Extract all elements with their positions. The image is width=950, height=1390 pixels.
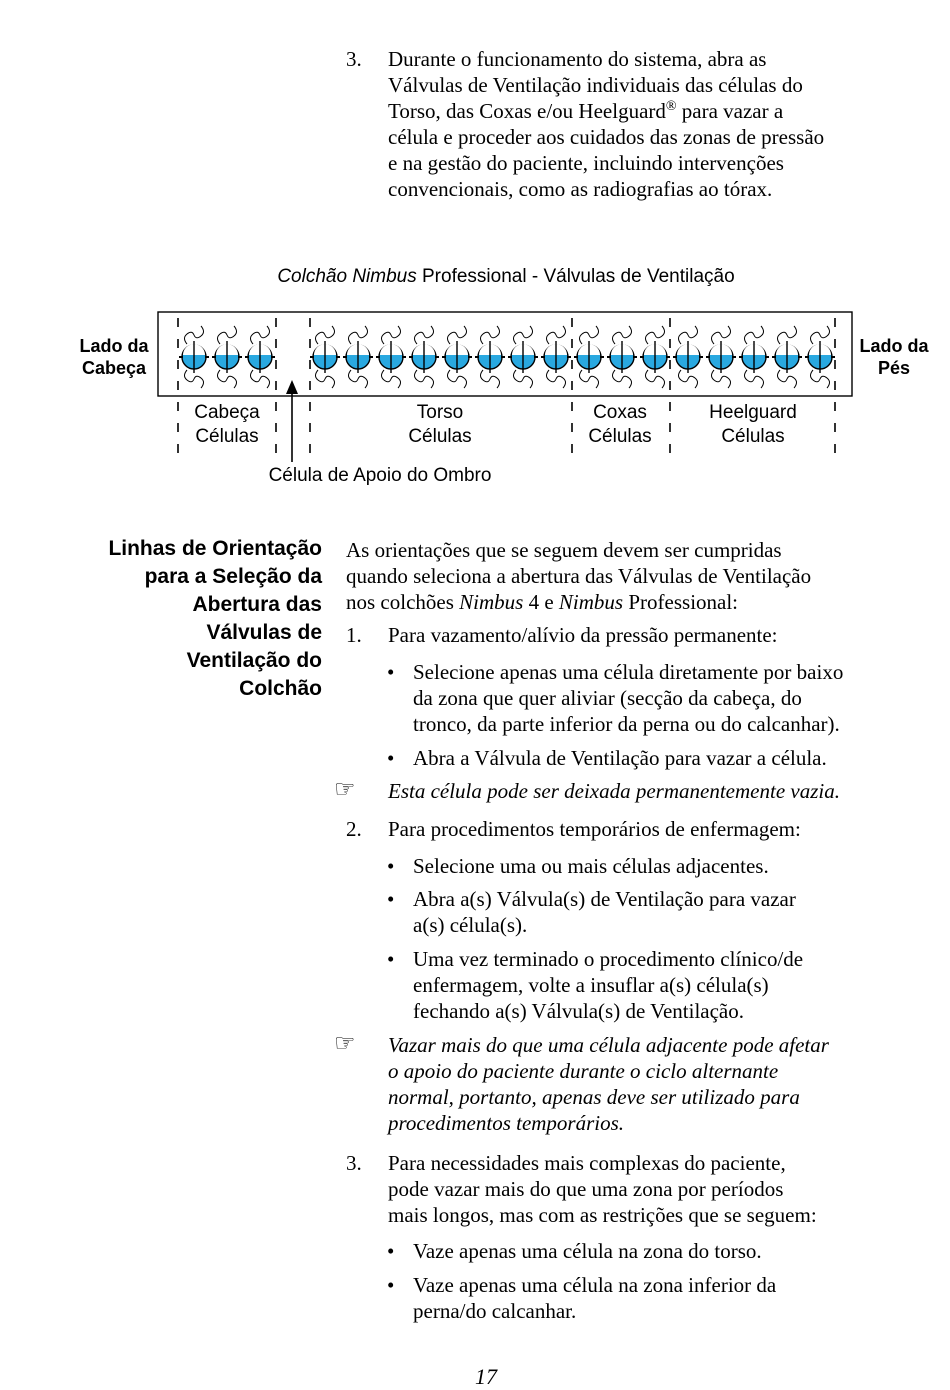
intro-line: convencionais, como as radiografias ao tórax. (388, 177, 773, 201)
vent-valve-icon (574, 326, 604, 388)
vent-valve-icon (442, 326, 472, 388)
item-2-bullet-3: Uma vez terminado o procedimento clínico/de enfermagem, volte a insuflar a(s) célula(s) fechando a(s) Válvula(s) de Ventilação. (413, 947, 804, 1023)
shoulder-pointer-arrowhead (286, 380, 298, 394)
vent-valve-icon (245, 326, 275, 388)
bullet: • (387, 947, 395, 971)
item-2-text: Para procedimentos temporários de enfermagem: (388, 817, 801, 841)
item-3-text: Para necessidades mais complexas do paciente, pode vazar mais do que uma zona por períodos mais longos, mas com as restrições que se seguem: (388, 1151, 817, 1227)
item-1-note: Esta célula pode ser deixada permanentemente vazia. (388, 779, 840, 803)
guidelines-heading: Linhas de Orientação para a Seleção da Abertura das Válvulas de Ventilação do Colchão (108, 537, 322, 700)
vent-valve-icon (179, 326, 209, 388)
intro-line: Torso, das Coxas e/ou Heelguard® para vazar a (388, 99, 784, 123)
intro-item-number: 3. (346, 47, 362, 71)
pointing-hand-icon: ☞ (334, 1031, 356, 1057)
vent-valve-icon (772, 326, 802, 388)
foot-side-label: Lado da Pés (859, 336, 929, 378)
vent-valve-icon (673, 326, 703, 388)
item-3-bullet-2: Vaze apenas uma célula na zona inferior da perna/do calcanhar. (413, 1273, 777, 1323)
intro-line: e na gestão do paciente, incluindo intervenções (388, 151, 784, 175)
head-side-label: Lado da Cabeça (79, 336, 149, 378)
item-2-number: 2. (346, 817, 362, 841)
item-2-bullet-1: Selecione uma ou mais células adjacentes. (413, 854, 769, 878)
page-number: 17 (475, 1364, 497, 1389)
registered-mark: ® (665, 99, 677, 114)
intro-line: célula e proceder aos cuidados das zonas de pressão (388, 125, 825, 149)
item-1-text: Para vazamento/alívio da pressão permanente: (388, 623, 778, 647)
heel-cells-label: Heelguard Células (709, 402, 797, 447)
torso-cells-label: Torso Células (408, 402, 472, 447)
pointing-hand-icon: ☞ (334, 777, 356, 803)
item-3-bullet-1: Vaze apenas uma célula na zona do torso. (413, 1239, 762, 1263)
item-2-bullet-2: Abra a(s) Válvula(s) de Ventilação para vazar a(s) célula(s). (413, 887, 796, 937)
item-2-note: Vazar mais do que uma célula adjacente pode afetar o apoio do paciente durante o ciclo alternante normal, portanto, apenas deve ser utilizado para procedimentos temporários. (388, 1033, 829, 1135)
diagram-title: Colchão Nimbus Professional - Válvulas de Ventilação (277, 266, 735, 287)
bullet: • (387, 1273, 395, 1297)
shoulder-support-label: Célula de Apoio do Ombro (268, 465, 492, 486)
vent-valve-icon (310, 326, 340, 388)
guidelines-intro: As orientações que se seguem devem ser cumpridas quando seleciona a abertura das Válvulas de Ventilação nos colchões Nimbus 4 e Nimbus Professional: (346, 538, 812, 614)
thigh-cells-label: Coxas Células (588, 402, 652, 447)
bullet: • (387, 746, 395, 770)
vent-valve-icon (212, 326, 242, 388)
bullet: • (387, 887, 395, 911)
vent-valve-icon (706, 326, 736, 388)
intro-line: Durante o funcionamento do sistema, abra as (388, 47, 767, 71)
item-3-number: 3. (346, 1151, 362, 1175)
intro-line: Válvulas de Ventilação individuais das células do (388, 73, 803, 97)
head-cells-label: Cabeça Células (194, 402, 260, 447)
vent-valve-icon (607, 326, 637, 388)
vent-valve-icon (640, 326, 670, 388)
valve-row (179, 326, 835, 388)
vent-valve-icon (376, 326, 406, 388)
vent-valve-icon (739, 326, 769, 388)
vent-valve-icon (541, 326, 571, 388)
item-1-number: 1. (346, 623, 362, 647)
vent-valve-icon (409, 326, 439, 388)
item-1-bullet-2: Abra a Válvula de Ventilação para vazar a célula. (413, 746, 827, 770)
bullet: • (387, 1239, 395, 1263)
bullet: • (387, 854, 395, 878)
item-1-bullet-1: Selecione apenas uma célula diretamente por baixo da zona que quer aliviar (secção da cabeça, do tronco, da parte inferior da perna ou do calcanhar). (413, 660, 844, 736)
vent-valve-icon (343, 326, 373, 388)
vent-valve-icon (508, 326, 538, 388)
bullet: • (387, 660, 395, 684)
vent-valve-icon (805, 326, 835, 388)
vent-valve-icon (475, 326, 505, 388)
